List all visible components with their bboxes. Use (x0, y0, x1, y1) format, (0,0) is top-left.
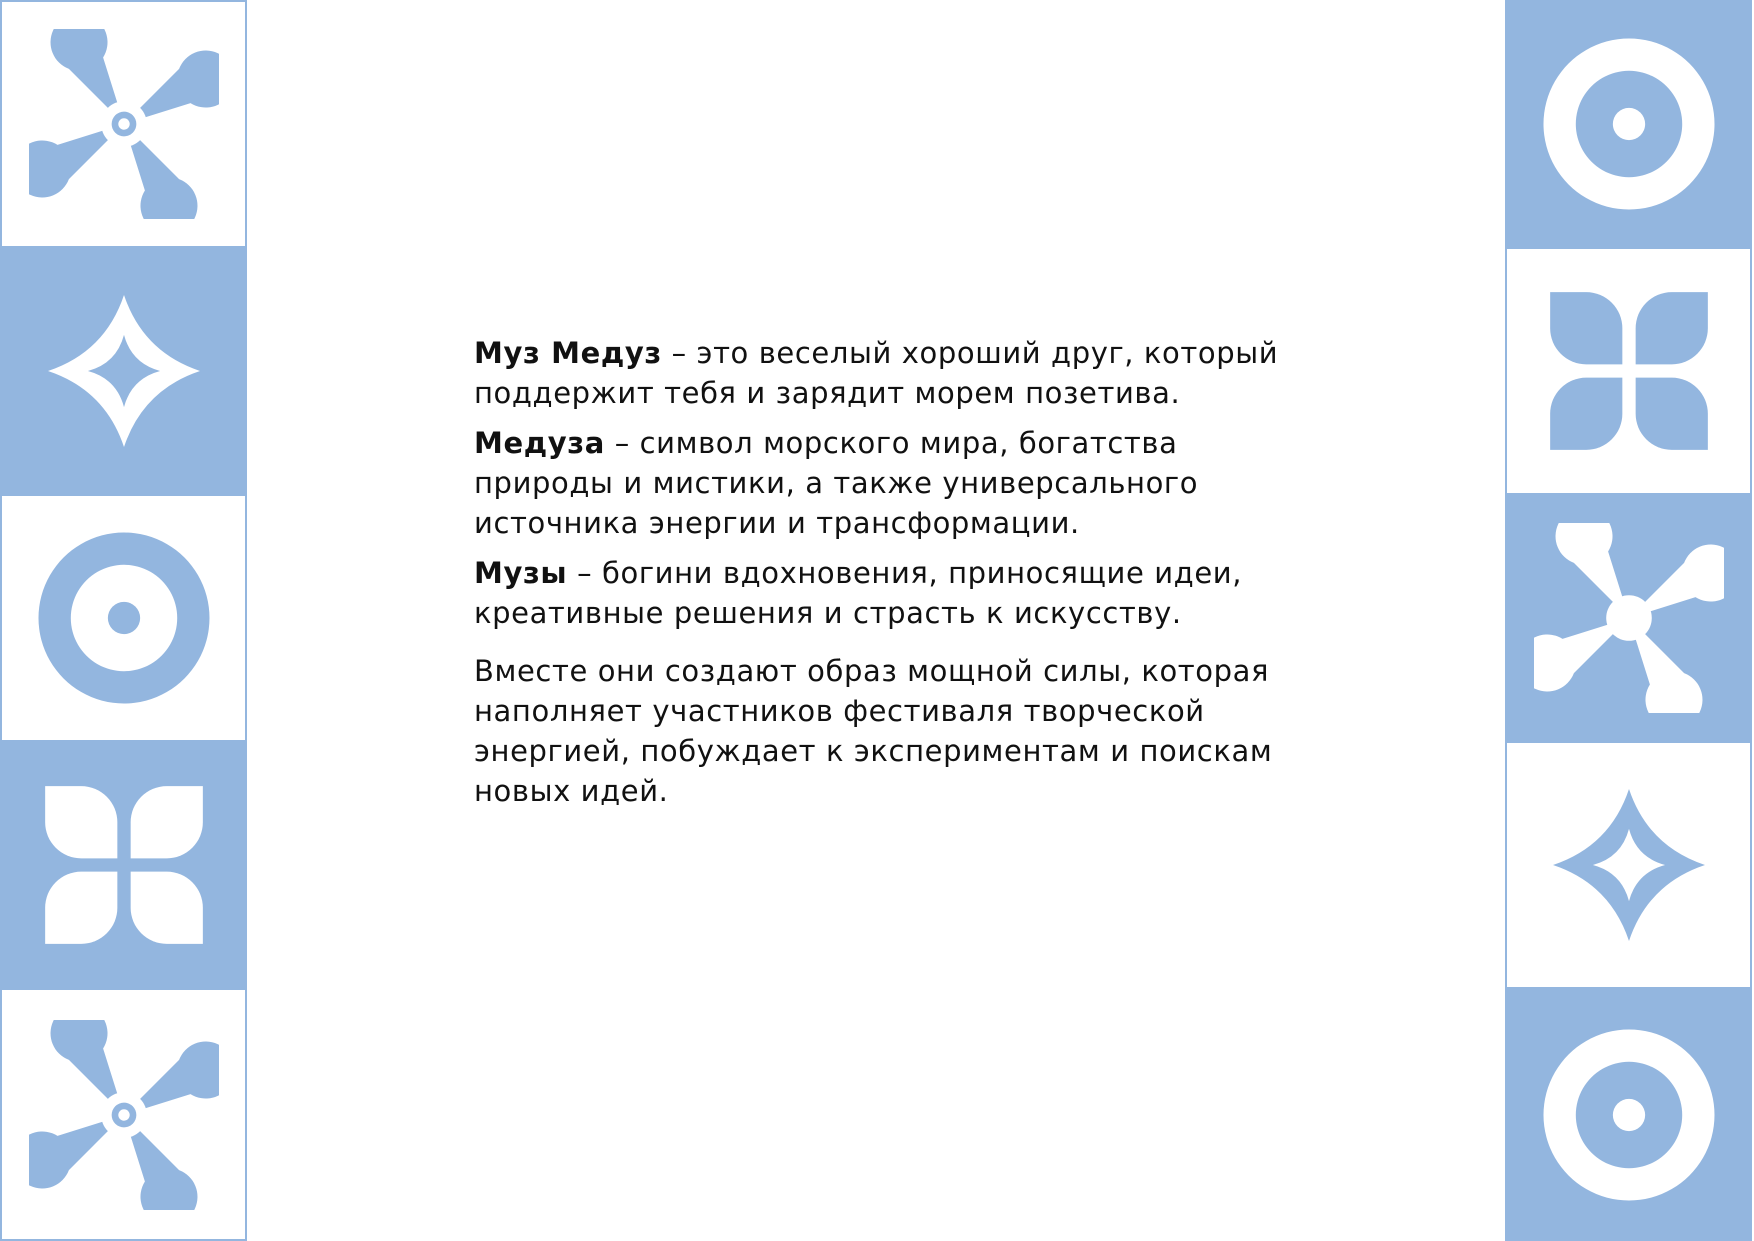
left-ornament-column (0, 0, 247, 1241)
paragraph-muzy (474, 553, 1294, 633)
ring-target-icon (1534, 1020, 1724, 1210)
paragraph-text: – богини вдохновения, приносящие идеи, креативные решения и страсть к искусству. (474, 556, 1243, 630)
term-muz-meduz: Муз Медуз (474, 336, 662, 370)
ring-target-icon (29, 523, 219, 713)
pinwheel-icon (29, 29, 219, 219)
paragraph-text: – символ морского мира, богатства природы и мистики, а также универсального источника энергии и трансформации. (474, 426, 1199, 540)
description-text-block (474, 333, 1294, 811)
tile-blue (1505, 0, 1752, 248)
right-ornament-column (1505, 0, 1752, 1241)
tile-white (1505, 247, 1752, 495)
ring-target-icon (1534, 29, 1724, 219)
tile-blue (1505, 494, 1752, 742)
four-point-star-icon (1534, 770, 1724, 960)
tile-white (1505, 741, 1752, 989)
paragraph-summary: Вместе они создают образ мощной силы, которая наполняет участников фестиваля творческой энергией, побуждает к экспериментам и поискам новых идей. (474, 654, 1273, 808)
tile-white (0, 494, 247, 742)
pinwheel-icon (29, 1020, 219, 1210)
pinwheel-icon (1534, 523, 1724, 713)
paragraph-meduza (474, 423, 1294, 543)
term-muzy: Музы (474, 556, 568, 590)
tile-blue (1505, 988, 1752, 1241)
tile-blue (0, 247, 247, 495)
paragraph-muz-meduz (474, 333, 1294, 413)
paragraph-text: – это веселый хороший друг, который поддержит тебя и зарядит морем позетива. (474, 336, 1279, 410)
tile-blue (0, 741, 247, 989)
term-meduza: Медуза (474, 426, 605, 460)
four-petal-icon (1534, 276, 1724, 466)
tile-white (0, 0, 247, 248)
four-petal-icon (29, 770, 219, 960)
four-point-star-icon (29, 276, 219, 466)
tile-white (0, 988, 247, 1241)
